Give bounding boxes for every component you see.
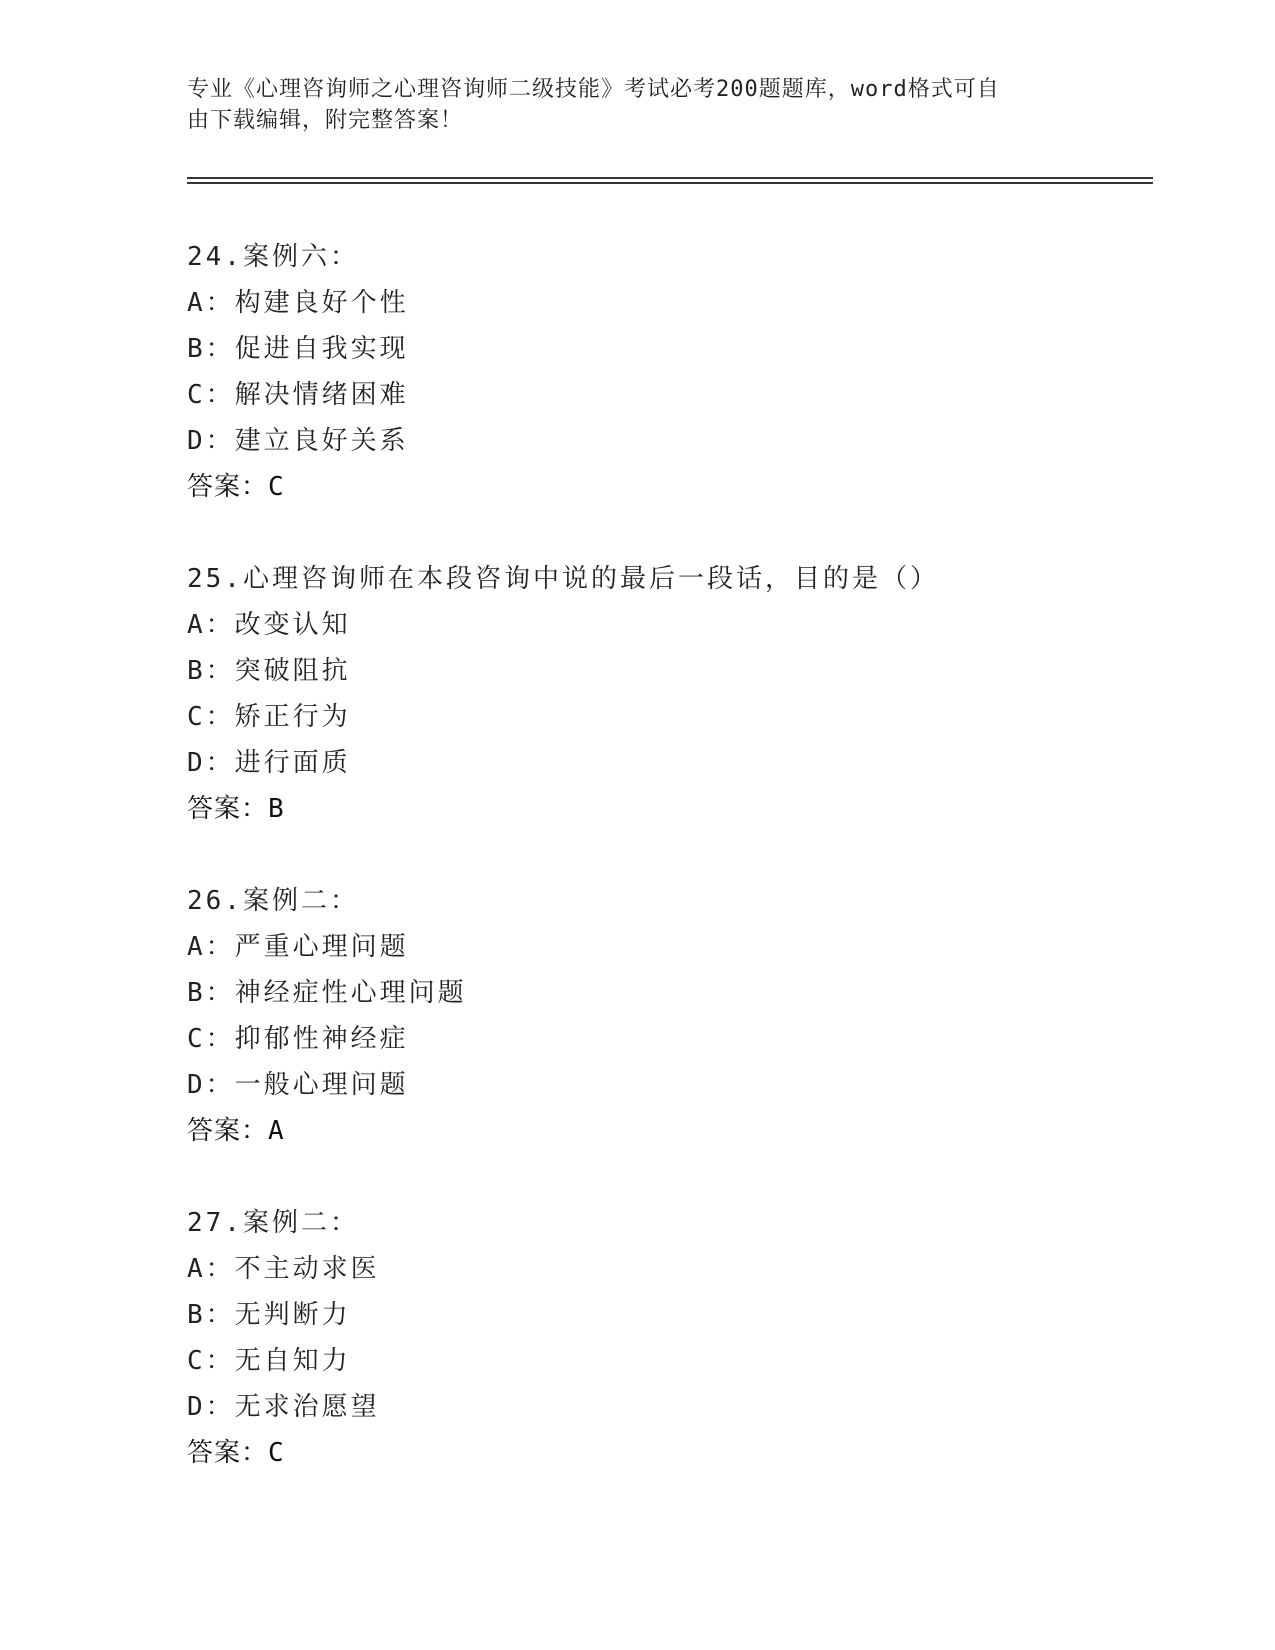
answer-label: 答案： [187, 1116, 269, 1146]
question-25 [187, 556, 1147, 832]
answer-value: C [268, 472, 285, 502]
header-line-2: 由下载编辑，附完整答案！ [187, 108, 464, 133]
header-line-1: 专业《心理咨询师之心理咨询师二级技能》考试必考200题题库，word格式可自 [187, 77, 1000, 102]
question-26 [187, 878, 1147, 1154]
question-stem: 24.案例六： [187, 242, 359, 272]
option-b: B：无判断力 [187, 1300, 351, 1330]
option-a: A：严重心理问题 [187, 932, 409, 962]
option-a: A：构建良好个性 [187, 288, 409, 318]
answer-value: C [268, 1438, 285, 1468]
option-c: C：矫正行为 [187, 702, 351, 732]
option-b: B：突破阻抗 [187, 656, 351, 686]
answer-label: 答案： [187, 1438, 269, 1468]
option-d: D：无求治愿望 [187, 1392, 380, 1422]
option-c: C：解决情绪困难 [187, 380, 409, 410]
answer-line [187, 1430, 1147, 1476]
question-stem: 27.案例二： [187, 1208, 359, 1238]
option-b: B：神经症性心理问题 [187, 978, 467, 1008]
header-divider-bottom [187, 182, 1153, 184]
option-d: D：进行面质 [187, 748, 351, 778]
option-c: C：无自知力 [187, 1346, 351, 1376]
question-stem: 26.案例二： [187, 886, 359, 916]
answer-line [187, 1108, 1147, 1154]
option-b: B：促进自我实现 [187, 334, 409, 364]
question-stem: 25.心理咨询师在本段咨询中说的最后一段话，目的是（） [187, 564, 939, 594]
question-24 [187, 234, 1147, 510]
option-a: A：改变认知 [187, 610, 351, 640]
answer-label: 答案： [187, 794, 269, 824]
option-d: D：一般心理问题 [187, 1070, 409, 1100]
answer-value: A [268, 1116, 285, 1146]
option-a: A：不主动求医 [187, 1254, 380, 1284]
answer-line [187, 464, 1147, 510]
answer-label: 答案： [187, 472, 269, 502]
option-c: C：抑郁性神经症 [187, 1024, 409, 1054]
document-header [187, 74, 1067, 136]
header-divider-top [187, 177, 1153, 179]
question-list [187, 234, 1147, 1522]
question-27 [187, 1200, 1147, 1476]
answer-line [187, 786, 1147, 832]
option-d: D：建立良好关系 [187, 426, 409, 456]
answer-value: B [268, 794, 285, 824]
